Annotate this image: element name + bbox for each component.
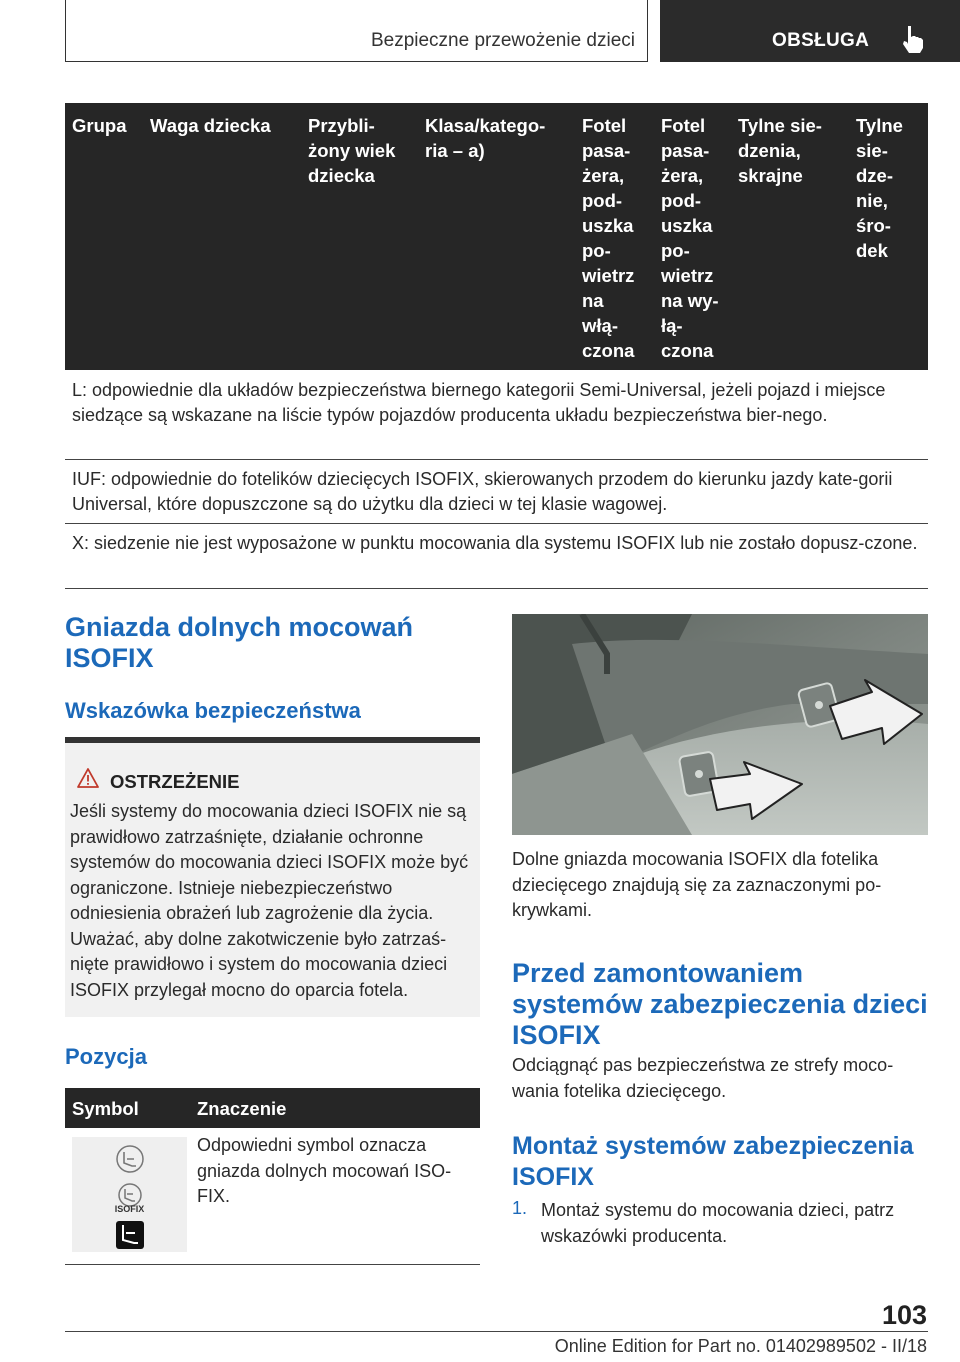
- col-header-class: Klasa/katego- ria – a): [425, 115, 546, 161]
- top-table-header: [65, 103, 928, 370]
- note-l: L: odpowiednie dla układów bezpieczeństwa biernego kategorii Semi-Universal, jeżeli pojazd i miejsce siedzące są wskazane na liście typów pojazdów producenta układu bezpieczeństwa bier-nego.: [72, 380, 886, 425]
- step-text: Montaż systemu do mocowania dzieci, patrz wskazówki producenta.: [541, 1200, 895, 1246]
- header-section-title: Bezpieczne przewożenie dzieci: [370, 30, 635, 51]
- header-chapter-title: OBSŁUGA: [772, 30, 870, 51]
- col-header-age: Przybli- żony wiek dziecka: [308, 115, 396, 186]
- warning-box: [65, 737, 480, 1017]
- heading-position: Pozycja: [65, 1044, 147, 1069]
- photo-caption: Dolne gniazda mocowania ISOFIX dla fotelika dziecięcego znajdują się za zaznaczonymi po-krywkami.: [512, 849, 882, 920]
- warning-title: OSTRZEŻENIE: [110, 771, 240, 792]
- footer-edition: Online Edition for Part no. 01402989502 - II/18: [554, 1336, 927, 1356]
- col-header-rear-middle: Tylne sie- dze- nie, śro- dek: [856, 115, 903, 261]
- isofix-seat-photo: [512, 614, 928, 835]
- note-x: X: siedzenie nie jest wyposażone w punktu mocowania dla systemu ISOFIX lub nie zostało dopusz-czone.: [72, 533, 918, 553]
- footer-divider: [65, 1331, 928, 1332]
- step-number: 1.: [512, 1198, 528, 1218]
- heading-isofix-anchors: Gniazda dolnych mocowań ISOFIX: [65, 612, 414, 673]
- divider: [65, 523, 928, 524]
- divider: [65, 459, 928, 460]
- isofix-symbol-icon: [72, 1137, 187, 1252]
- rear-seat-image: [512, 614, 928, 835]
- heading-safety-note: Wskazówka bezpieczeństwa: [65, 698, 361, 723]
- col-header-front-airbag-off: Fotel pasa- żera, pod- uszka po- wietrz na wy- łą- czona: [661, 115, 719, 361]
- before-install-text: Odciągnąć pas bezpieczeństwa ze strefy moco-wania fotelika dziecięcego.: [512, 1055, 894, 1101]
- isofix-label: ISOFIX: [114, 1204, 145, 1214]
- divider: [65, 588, 928, 589]
- hand-pointer-icon: [900, 24, 926, 54]
- col-header-symbol: Symbol: [72, 1098, 139, 1119]
- col-header-front-airbag-on: Fotel pasa- żera, pod- uszka po- wietrz na włą- czona: [582, 115, 635, 361]
- page-number: 103: [881, 1300, 927, 1330]
- symbol-table-header: [65, 1088, 480, 1128]
- header-section-tab: [65, 0, 648, 62]
- divider: [65, 1264, 480, 1265]
- heading-install: Montaż systemów zabezpieczenia ISOFIX: [512, 1132, 914, 1191]
- symbol-meaning: Odpowiedni symbol oznacza gniazda dolnych mocowań ISO-FIX.: [197, 1135, 452, 1206]
- col-header-rear-outer: Tylne sie- dzenia, skrajne: [738, 115, 822, 186]
- isofix-symbols-cell: [72, 1137, 187, 1252]
- col-header-meaning: Znaczenie: [197, 1098, 287, 1119]
- col-header-weight: Waga dziecka: [150, 115, 271, 136]
- warning-body: Jeśli systemy do mocowania dzieci ISOFIX nie są prawidłowo zatrzaśnięte, działanie ochronne systemów do mocowania dzieci ISOFIX może być ograniczone. Istnieje niebezpieczeństwo odniesienia obrażeń lub zagrożenie dla życia. Uważać, aby dolne zakotwiczenie było zatrzaś-nięte prawidłowo i system do mocowania dzieci ISOFIX przylegał mocno do oparcia fotela.: [70, 801, 469, 1000]
- warning-triangle-icon: [77, 768, 99, 788]
- note-iuf: IUF: odpowiednie do fotelików dziecięcych ISOFIX, skierowanych przodem do kierunku jazdy kate-gorii Universal, które dopuszczone są do użytku dla dzieci w tej klasie wagowej.: [72, 469, 893, 514]
- heading-before-install: Przed zamontowaniem systemów zabezpieczenia dzieci ISOFIX: [512, 958, 928, 1050]
- header-chapter-tab: [660, 0, 960, 62]
- col-header-group: Grupa: [72, 115, 127, 136]
